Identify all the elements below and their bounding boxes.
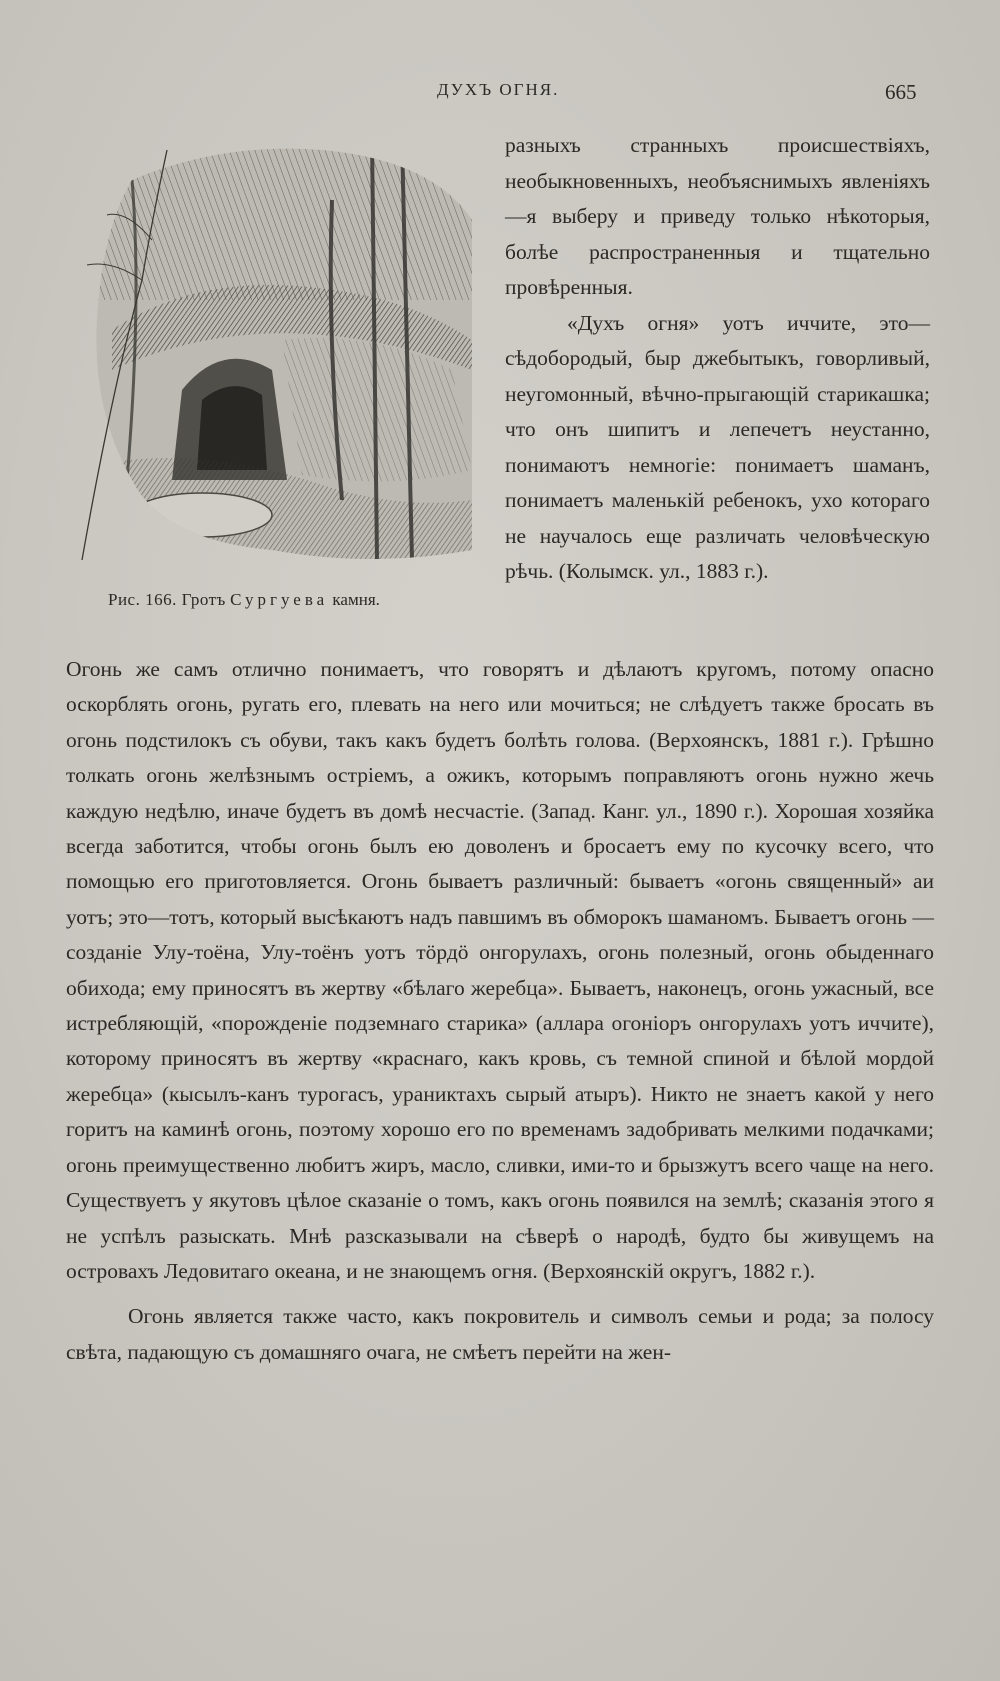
grotto-engraving [72,140,472,560]
main-paragraph-1: Огонь же самъ отлично понимаетъ, что говорятъ и дѣлаютъ кругомъ, потому опасно оскорблять огонь, ругать его, плевать на него или мочиться; не слѣдуетъ также бросать въ огонь подстилокъ съ обуви, такъ какъ будетъ болѣть голова. (Верхоянскъ, 1881 г.). Грѣшно толкать огонь желѣзнымъ остріемъ, а ожикъ, которымъ поправляютъ огонь нужно жечь каждую недѣлю, иначе будетъ въ домѣ несчастіе. (Запад. Канг. ул., 1890 г.). Хорошая хозяйка всегда заботится, чтобы огонь былъ ею доволенъ и бросаетъ ему по кусочку всего, что помощью его приготовляется. Огонь бываетъ различный: бываетъ «огонь священный» аи уотъ; это—тотъ, который высѣкаютъ надъ павшимъ въ обморокъ шаманомъ. Бываетъ огонь — созданіе Улу-тоёна, Улу-тоёнъ уотъ тöрдö онгорулахъ, огонь полезный, огонь обыденнаго обихода; ему приносятъ въ жертву «бѣлаго жеребца». Бываетъ, наконецъ, огонь ужасный, все истребляющій, «порожденіе подземнаго старика» (аллара огоніоръ онгорулахъ уотъ иччите), которому приносятъ въ жертву «краснаго, какъ кровь, съ темной спиной и бѣлой мордой жеребца» (кысылъ-канъ турогасъ, ураниктахъ сырый атыръ). Никто не знаетъ какой у него горитъ на каминѣ огонь, поэтому хорошо его по временамъ задобривать мелкими подачками; огонь преимущественно любитъ жиръ, масло, сливки, ими-то и брызжутъ всего чаще на него. Существуетъ у якутовъ цѣлое сказаніе о томъ, какъ огонь появился на землѣ; сказанія этого я не успѣлъ разыскать. Мнѣ разсказывали на сѣверѣ о народѣ, будто бы живущемъ на островахъ Ледовитаго океана, и не знающемъ огня. (Верхоянскій округъ, 1882 г.). [66,657,934,1283]
running-head [0,80,1000,110]
caption-prefix: Рис. 166. Гротъ [108,590,226,609]
main-column [66,652,934,1370]
figure-166 [72,140,472,620]
caption-spaced-name: Сургуева [230,590,329,609]
main-paragraph-2: Огонь является также часто, какъ покровитель и символъ семьи и рода; за полосу свѣта, падающую съ домашняго очага, не смѣетъ перейти на жен- [66,1304,934,1364]
caption-suffix: камня. [332,590,380,609]
page-number: 665 [885,80,917,104]
running-title: ДУХЪ ОГНЯ. [437,80,560,99]
side-paragraph-2: «Духъ огня» уотъ иччите, это—сѣдобородый, быр джебытыкъ, говорливый, неугомонный, вѣчно-прыгающій старикашка; что онъ шипитъ и лепечетъ неустанно, понимаютъ немногіе: понимаетъ шаманъ, понимаетъ маленькій ребенокъ, ухо котораго не научалось еще различать человѣческую рѣчь. (Колымск. ул., 1883 г.). [505,310,930,583]
side-paragraph-1: разныхъ странныхъ происшествіяхъ, необыкновенныхъ, необъяснимыхъ явленіяхъ—я выберу и приведу только нѣкоторыя, болѣе распространенныя и тщательно провѣренныя. [505,133,930,299]
side-column [505,128,930,590]
figure-caption [108,590,528,610]
